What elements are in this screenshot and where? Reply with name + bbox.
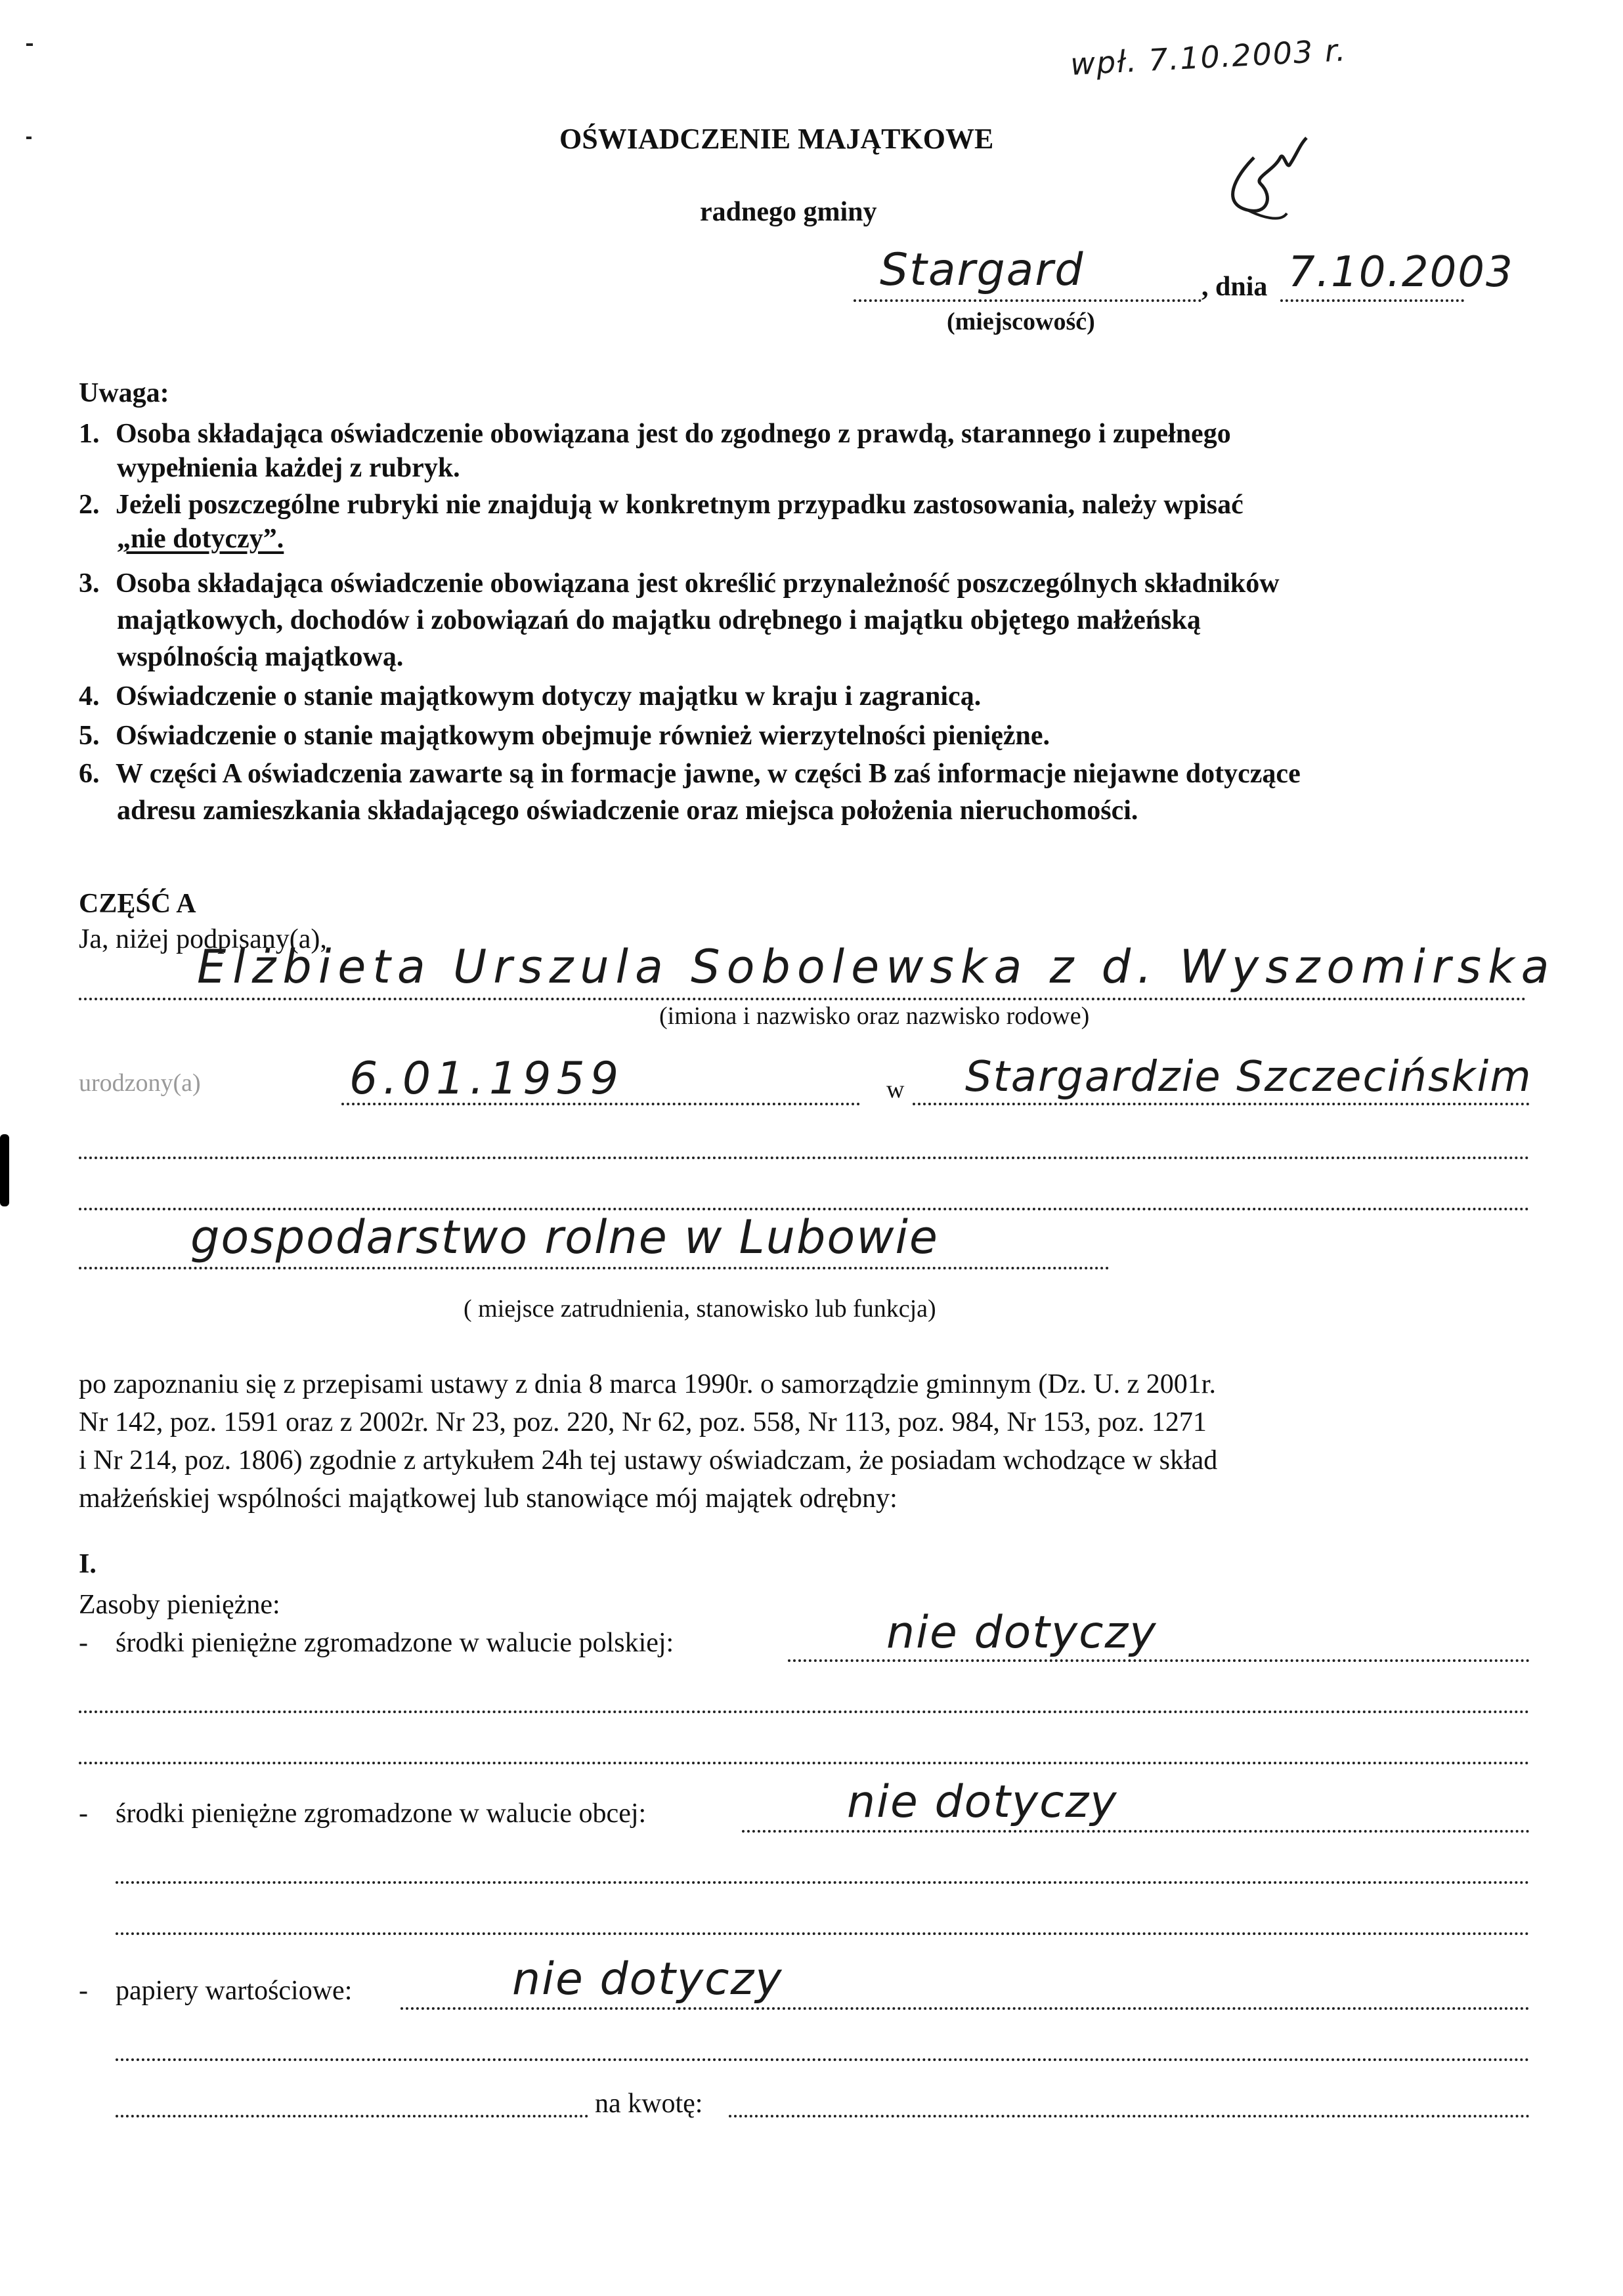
part-a-heading: CZĘŚĆ A [79,889,196,919]
notes-heading: Uwaga: [79,378,169,408]
legal-line-2: Nr 142, poz. 1591 oraz z 2002r. Nr 23, poz. 220, Nr 62, poz. 558, Nr 113, poz. 984, Nr 153, poz. 1271 [79,1407,1207,1437]
note-number: 3. [79,568,100,599]
securities-extra-1 [116,2058,1530,2061]
date-dots [1280,299,1464,302]
note-number: 2. [79,490,100,520]
amount-lead-dots [116,2115,588,2117]
registration-annotation: wpł. 7.10.2003 r. [1069,32,1348,82]
scan-mark-left [26,137,32,139]
foreign-currency-dots [742,1830,1530,1833]
foreign-currency-value: nie dotyczy [847,1776,1118,1828]
employment-dots [79,1267,1110,1269]
note-6-continued: adresu zamieszkania składającego oświadczenie oraz miejsca położenia nieruchomości. [117,796,1138,826]
employment-caption: ( miejsce zatrudnienia, stanowisko lub funkcja) [464,1295,936,1323]
amount-label: na kwotę: [595,2089,703,2119]
name-value: Elżbieta Urszula Sobolewska z d. Wyszomirska [197,940,1556,994]
foreign-currency-label: środki pieniężne zgromadzone w walucie obcej: [116,1798,647,1829]
scan-edge-mark [0,1134,9,1206]
polish-currency-value: nie dotyczy [886,1607,1158,1659]
polish-extra-1 [79,1711,1530,1713]
part-a-intro: Ja, niżej podpisany(a), [79,924,327,954]
legal-line-1: po zapoznaniu się z przepisami ustawy z dnia 8 marca 1990r. o samorządzie gminnym (Dz. U. z 2001r. [79,1369,1216,1399]
note-3 [79,566,1280,601]
note-1 [79,416,1231,452]
polish-dash: - [79,1628,88,1658]
note-5 [79,718,1050,754]
page-subtitle: radnego gminy [700,197,877,227]
note-number: 5. [79,721,100,751]
note-2 [79,487,1244,522]
polish-currency-label: środki pieniężne zgromadzone w walucie polskiej: [116,1628,674,1658]
foreign-dash: - [79,1798,88,1829]
note-number: 6. [79,759,100,789]
note-number: 1. [79,419,100,449]
section-1-subheading: Zasoby pieniężne: [79,1590,280,1620]
securities-label: papiery wartościowe: [116,1976,353,2006]
note-text: Osoba składająca oświadczenie obowiązana jest określić przynależność poszczególnych składników [116,568,1280,599]
initials-signature [1208,131,1320,230]
note-number: 4. [79,681,100,712]
extra-line-1 [79,1157,1530,1159]
name-caption: (imiona i nazwisko oraz nazwisko rodowe) [659,1002,1090,1030]
securities-dash: - [79,1976,88,2006]
polish-currency-dots [788,1659,1530,1662]
amount-dots [729,2115,1530,2117]
note-text: Jeżeli poszczególne rubryki nie znajdują w konkretnym przypadku zastosowania, należy wpisać [116,490,1244,520]
polish-extra-2 [79,1762,1530,1764]
legal-line-4: małżeńskiej wspólności majątkowej lub stanowiące mój majątek odrębny: [79,1483,898,1514]
legal-line-3: i Nr 214, poz. 1806) zgodnie z artykułem 24h tej ustawy oświadczam, że posiadam wchodzące w skład [79,1445,1218,1476]
place-dots [854,299,1201,302]
born-in-label: w [886,1076,905,1103]
section-1-heading: I. [79,1549,97,1579]
born-label: urodzony(a) [79,1069,201,1097]
born-place: Stargardzie Szczecińskim [965,1053,1532,1101]
date-label: , dnia [1201,272,1268,302]
note-3-continued-2: wspólnością majątkową. [117,642,404,672]
place-value: Stargard [880,244,1085,296]
securities-value: nie dotyczy [512,1953,783,2005]
note-3-continued: majątkowych, dochodów i zobowiązań do majątku odrębnego i majątku objętego małżeńską [117,605,1201,635]
born-date: 6.01.1959 [349,1053,624,1105]
note-text: Oświadczenie o stanie majątkowym obejmuje również wierzytelności pieniężne. [116,721,1050,751]
foreign-extra-1 [116,1881,1530,1884]
securities-dots [400,2007,1530,2010]
scan-mark-top [26,43,33,46]
note-2-continued: „nie dotyczy”. [117,524,284,554]
note-text: W części A oświadczenia zawarte są in formacje jawne, w części B zaś informacje niejawne dotyczące [116,759,1301,789]
page-title: OŚWIADCZENIE MAJĄTKOWE [559,123,994,155]
note-1-continued: wypełnienia każdej z rubryk. [117,453,460,483]
note-6 [79,756,1301,792]
foreign-extra-2 [116,1932,1530,1935]
date-value: 7.10.2003 [1288,248,1514,297]
born-place-dots [913,1103,1530,1105]
note-text: Osoba składająca oświadczenie obowiązana jest do zgodnego z prawdą, starannego i zupełnego [116,419,1231,449]
note-4 [79,679,981,714]
employment-value: gospodarstwo rolne w Lubowie [190,1210,939,1264]
place-caption: (miejscowość) [947,308,1095,335]
note-text: Oświadczenie o stanie majątkowym dotyczy majątku w kraju i zagranicą. [116,681,982,712]
